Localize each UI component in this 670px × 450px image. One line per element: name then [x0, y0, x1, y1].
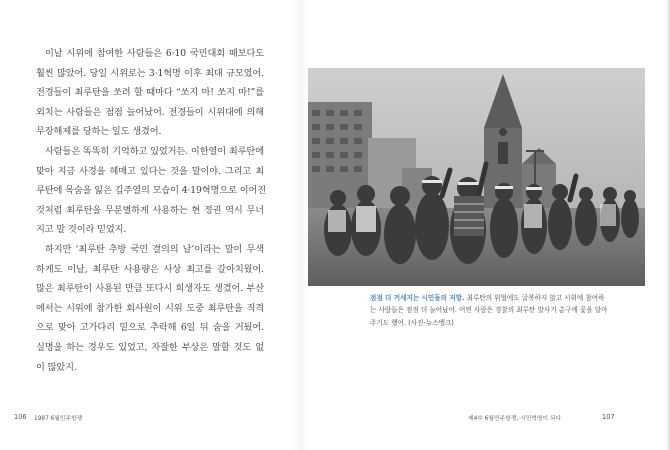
protest-photo	[308, 68, 645, 286]
text-line: 훨씬 많았어. 당일 시위로는 3·1혁명 이후 최대 규모였어.	[36, 67, 264, 79]
text-line: 실명을 하는 경우도 있었고, 자잘한 부상은 말할 것도 없	[36, 341, 264, 353]
running-head-left: 1987 6월민주항쟁	[34, 416, 83, 422]
text-line: 지고 말 것이라 믿었지.	[36, 224, 127, 236]
page-number-left: 106	[14, 413, 27, 421]
text-line: 맞아 지금 사경을 헤매고 있다는 것을 말이야. 그리고 최	[36, 165, 264, 177]
text-line: 것처럼 최루탄을 무분별하게 사용하는 현 정권 역시 무너	[36, 204, 264, 216]
text-line: 루탄에 목숨을 잃은 김주열의 모습이 4·19혁명으로 이어진	[36, 185, 267, 197]
body-text	[36, 44, 267, 377]
text-line: 이 많았지.	[36, 361, 77, 373]
text-line: 무장해제를 당하는 일도 생겼어.	[36, 126, 162, 138]
running-head-right: 제4부 6월민주항쟁, 시민혁명이 되다	[468, 416, 562, 422]
text-line: 많은 최루탄이 사용된 만큼 또다시 희생자도 생겼어. 부산	[36, 283, 264, 295]
page-edge	[666, 0, 670, 450]
paragraph-2	[36, 142, 267, 240]
caption-line: 주기도 했어. (사진-뉴스뱅크)	[370, 318, 454, 327]
caption-line-1-text: 최루탄의 위협에도 굴복하지 않고 시위에 참여하	[464, 294, 605, 302]
text-line: 전경들이 최루탄을 쏘려 할 때마다 “쏘지 마! 쏘지 마!”를	[36, 87, 264, 99]
protest-photo-illustration	[308, 68, 645, 286]
right-page	[300, 0, 670, 450]
caption-line: 는 사람들은 점점 더 늘어났어. 어떤 사람은 경찰의 최루탄 발사기 총구에 꽃을 달아	[370, 306, 608, 315]
caption-line	[370, 292, 642, 304]
photo-caption	[370, 292, 642, 329]
page-number-right: 107	[602, 413, 615, 421]
text-line: 외치는 사람들은 점점 늘어났어. 전경들이 시위대에 의해	[36, 106, 264, 118]
left-page	[0, 0, 300, 450]
text-line: 에서는 시위에 참가한 회사원이 시위 도중 최루탄을 직격	[36, 302, 264, 314]
text-line: 하지만 ‘최루탄 추방 국민 결의의 날’이라는 말이 무색	[45, 243, 264, 255]
text-line: 이날 시위에 참여한 사람들은 6·10 국민대회 때보다도	[45, 48, 264, 59]
paragraph-1	[36, 44, 264, 142]
caption-title: 점점 더 거세지는 시민들의 저항.	[370, 294, 465, 302]
text-line: 사람들은 똑똑히 기억하고 있었거든. 이한열이 최루탄에	[45, 145, 264, 157]
text-line: 하게도 이날, 최루탄 사용량은 사상 최고를 갈아치웠어.	[36, 263, 264, 275]
text-line: 으로 맞아 고가다리 밑으로 추락해 6일 뒤 숨을 거뒀어.	[36, 322, 264, 334]
paragraph-3	[36, 240, 264, 377]
